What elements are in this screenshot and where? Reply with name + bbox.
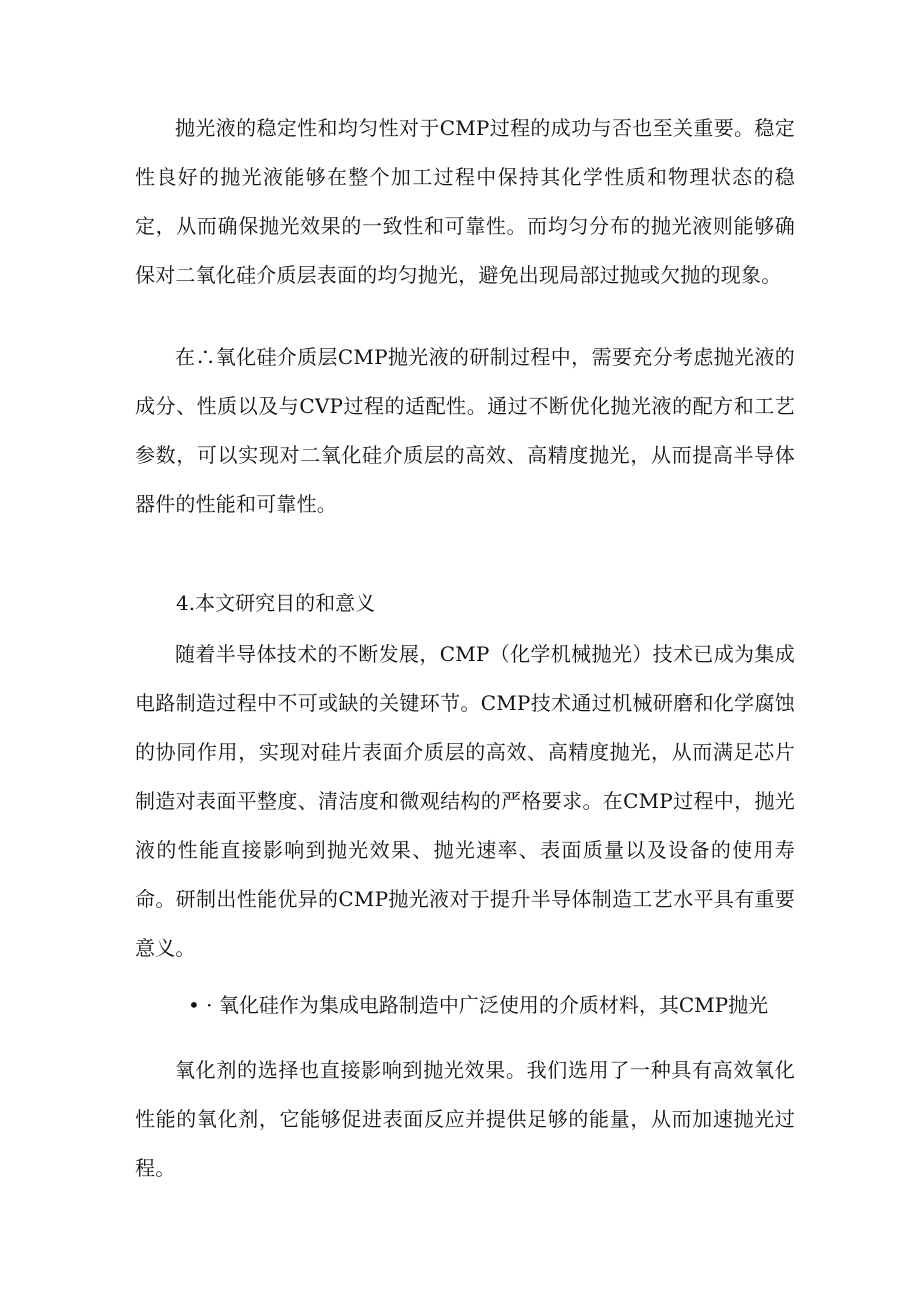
paragraph-polishing-stability: 抛光液的稳定性和均匀性对于CMP过程的成功与否也至关重要。稳定性良好的抛光液能够在整个加工过程中保持其化学性质和物理状态的稳定，从而确保抛光效果的一致性和可靠性。而均匀分布的抛光液则能够确保对二氧化硅介质层表面的均匀抛光，避免出现局部过抛或欠抛的现象。 (135, 116, 795, 287)
section-heading: 4.本文研究目的和意义 (176, 591, 376, 615)
paragraph-oxidizer: 氧化剂的选择也直接影响到抛光效果。我们选用了一种具有高效氧化性能的氧化剂，它能够促进表面反应并提供足够的能量，从而加速抛光过程。 (135, 1058, 795, 1180)
paragraph-slurry-development: 在∴氧化硅介质层CMP抛光液的研制过程中，需要充分考虑抛光液的成分、性质以及与CVP过程的适配性。通过不断优化抛光液的配方和工艺参数，可以实现对二氧化硅介质层的高效、高精度抛光，从而提高半导体器件的性能和可靠性。 (135, 345, 795, 516)
paragraph-research-purpose: 随着半导体技术的不断发展，CMP（化学机械抛光）技术已成为集成电路制造过程中不可或缺的关键环节。CMP技术通过机械研磨和化学腐蚀的协同作用，实现对硅片表面介质层的高效、高精度抛光，从而满足芯片制造对表面平整度、清洁度和微观结构的严格要求。在CMP过程中，抛光液的性能直接影响到抛光效果、抛光速率、表面质量以及设备的使用寿命。研制出性能优异的CMP抛光液对于提升半导体制造工艺水平具有重要意义。 (135, 642, 795, 960)
bullet-line: • · 氧化硅作为集成电路制造中广泛使用的介质材料，其CMP抛光 (188, 993, 769, 1017)
